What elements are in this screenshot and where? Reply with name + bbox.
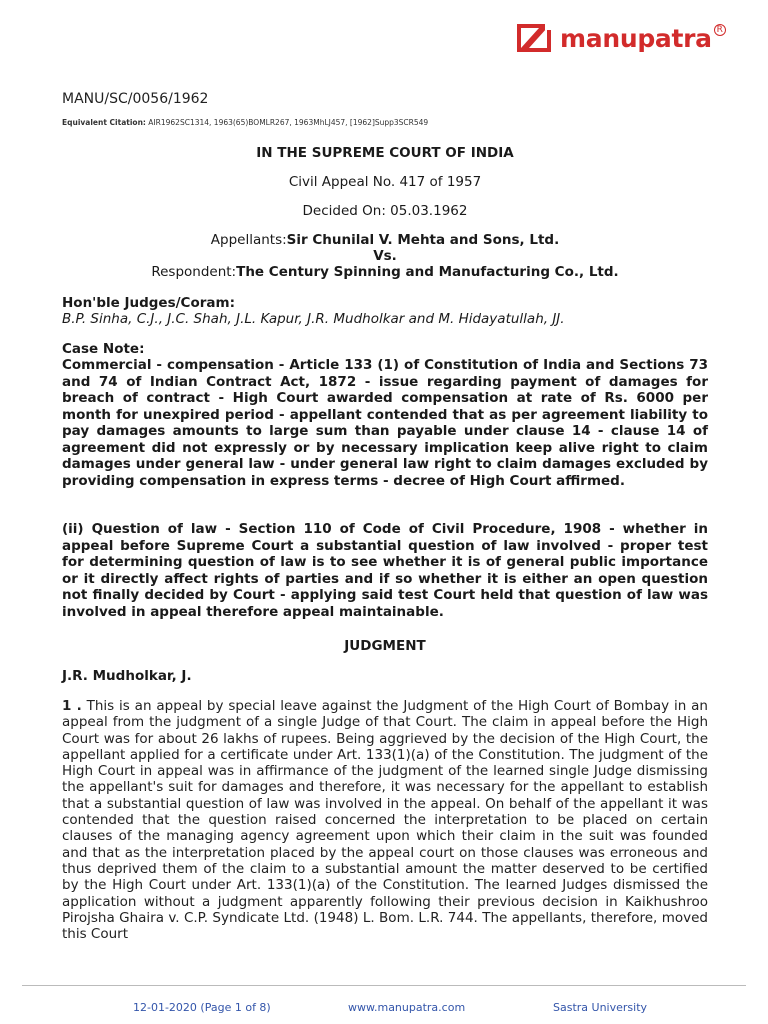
appeal-number: Civil Appeal No. 417 of 1957	[288, 174, 482, 190]
judgment-paragraph-1	[62, 698, 708, 942]
document-body	[62, 145, 708, 942]
appellants-label: Appellants:	[210, 232, 287, 248]
parties-block	[62, 232, 708, 280]
case-note-heading: Case Note:	[62, 341, 145, 357]
respondent-name: The Century Spinning and Manufacturing Co., Ltd.	[236, 264, 619, 280]
manupatra-logo	[515, 20, 726, 56]
footer-date-page: 12-01-2020 (Page 1 of 8)	[133, 1001, 271, 1014]
judges-list: B.P. Sinha, C.J., J.C. Shah, J.L. Kapur, J.R. Mudholkar and M. Hidayatullah, JJ.	[62, 311, 565, 327]
appellants-line	[62, 232, 708, 248]
versus-label: Vs.	[373, 248, 397, 264]
judges-heading: Hon'ble Judges/Coram:	[62, 295, 235, 311]
equivalent-citation	[62, 118, 428, 127]
court-name: IN THE SUPREME COURT OF INDIA	[256, 145, 514, 161]
judgment-heading: JUDGMENT	[344, 638, 426, 654]
logo-text: manupatra	[560, 23, 712, 53]
judgment-author: J.R. Mudholkar, J.	[62, 668, 192, 684]
footer-divider	[22, 985, 746, 986]
case-note-paragraph-2: (ii) Question of law - Section 110 of Code of Civil Procedure, 1908 - whether in appeal before Supreme Court a substantial question of law involved - proper test for determining question of law is to see whether it is of general public importance or it directly affect rights of parties and if so whether it is either an open question not finally decided by Court - applying said test Court held that question of law was involved in appeal therefore appeal maintainable.	[62, 521, 708, 620]
versus	[62, 248, 708, 264]
paragraph-text: This is an appeal by special leave against the Judgment of the High Court of Bombay in an appeal from the judgment of a single Judge of that Court. The claim in appeal before the High Court was for about 26 lakhs of rupees. Being aggrieved by the decision of the High Court, the appellant applied for a certificate under Art. 133(1)(a) of the Constitution. The judgment of the High Court in appeal was in affirmance of the judgment of the learned single Judge dismissing the appellant's suit for damages and therefore, it was necessary for the appellant to establish that a substantial question of law was involved in the appeal. On behalf of the appellant it was contended that the question raised concerned the interpretation to be placed on certain clauses of the managing agency agreement upon which their claim in the suit was founded and that as the interpretation placed by the appeal court on those clauses was erroneous and thus deprived them of the claim to a substantial amount the matter deserved to be certified by the High Court under Art. 133(1)(a) of the Constitution. The learned Judges dismissed the application without a judgment apparently following their previous decision in Kaikhushroo Pirojsha Ghaira v. C.P. Syndicate Ltd. (1948) L. Bom. L.R. 744. The appellants, therefore, moved this Court	[62, 698, 708, 943]
appellants-name: Sir Chunilal V. Mehta and Sons, Ltd.	[286, 232, 560, 248]
respondent-label: Respondent:	[151, 264, 237, 280]
registered-mark: R	[714, 24, 726, 36]
case-note-paragraph-1: Commercial - compensation - Article 133 (1) of Constitution of India and Sections 73 and 74 of Indian Contract Act, 1872 - issue regarding payment of damages for breach of contract - High Court awarded compensation at rate of Rs. 6000 per month for unexpired period - appellant contended that as per agreement liability to pay damages amounts to large sum than payable under clause 14 - clause 14 of agreement did not expressly or by necessary implication keep alive right to claim damages under general law - under general law right to claim damages excluded by providing compensation in express terms - decree of High Court affirmed.	[62, 357, 708, 489]
decision-date: Decided On: 05.03.1962	[302, 203, 468, 219]
footer-institution: Sastra University	[553, 1001, 648, 1014]
equivalent-citation-value: AIR1962SC1314, 1963(65)BOMLR267, 1963MhLJ457, [1962]Supp3SCR549	[145, 118, 429, 127]
manupatra-logo-icon	[515, 20, 555, 56]
equivalent-citation-label: Equivalent Citation:	[62, 118, 146, 127]
manu-citation-id: MANU/SC/0056/1962	[62, 91, 209, 107]
paragraph-number: 1 .	[62, 698, 82, 714]
respondent-line	[62, 264, 708, 280]
footer-website-link[interactable]: www.manupatra.com	[348, 1001, 466, 1014]
